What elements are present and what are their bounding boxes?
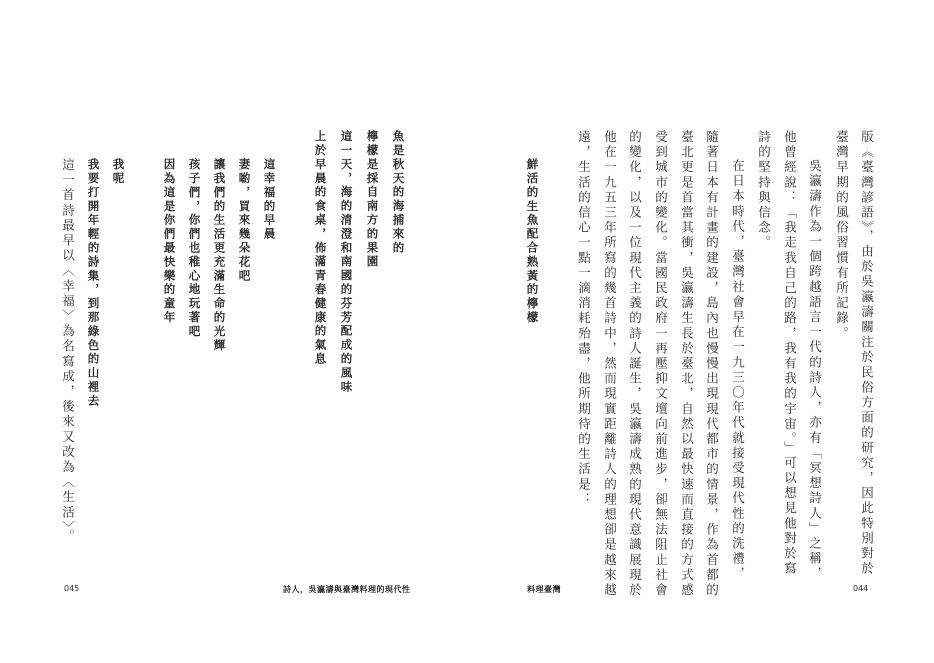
page-number-right: 044 — [853, 584, 869, 593]
prose-column: 吳瀛濤作為一個跨越語言一代的詩人，亦有「冥想詩人」之稱， — [807, 159, 823, 582]
prose-column: 詩的堅持與信念。 — [756, 130, 772, 251]
poem-line: 我要打開年輕的詩集，到那綠色的山裡去 — [86, 158, 101, 409]
prose-column: 隨著日本有計畫的建設，島內也慢慢出現現代都市的情景，作為首都的 — [704, 130, 720, 599]
poem-line: 讓我們的生活更充滿生命的光輝 — [212, 158, 227, 353]
poem-line: 妻喲，買來幾朵花吧 — [237, 158, 252, 284]
poem-line: 我呢 — [111, 158, 126, 186]
poem-line: 鮮活的生魚配合熟黃的檸檬 — [525, 158, 540, 325]
prose-column: 遠，生活的信心一點一滴消耗殆盡，他所期待的生活是： — [576, 130, 592, 508]
prose-column: 他在一九五三年所寫的幾首詩中，然而現實距離詩人的理想卻是越來越 — [602, 130, 618, 599]
poem-line: 魚是秋天的海捕來的 — [391, 130, 406, 256]
prose-column: 他曾經說：「我走我自己的路，我有我的宇宙。」可以想見他對於寫 — [782, 130, 798, 577]
poem-line: 檸檬是採自南方的果園 — [365, 130, 380, 269]
prose-column: 版《臺灣諺語》，由於吳瀛濤關注於民俗方面的研究，因此特別對於 — [859, 130, 875, 577]
poem-line: 這幸福的早晨 — [262, 158, 277, 242]
closing-paragraph: 這一首詩最早以〈幸福〉為名寫成，後來又改為〈生活〉。 — [60, 158, 76, 545]
running-head-right: 料理臺灣 — [527, 585, 561, 594]
poem-line: 因為這是你們最快樂的童年 — [162, 158, 177, 325]
poem-line: 上於早晨的食桌，佈滿青春健康的氣息 — [313, 130, 328, 367]
poem-line: 孩子們，你們也稚心地玩著吧 — [187, 158, 202, 339]
prose-column: 臺灣早期的風俗習慣有所記錄。 — [834, 130, 850, 342]
prose-column: 受到城市的變化。當國民政府一再壓抑文壇向前進步，卻無法阻止社會 — [653, 130, 669, 599]
running-head-left: 詩人，吳瀛濤與臺灣料理的現代性 — [283, 585, 411, 594]
prose-column: 臺北更是首當其衝，吳瀛濤生長於臺北，自然以最快速而直接的方式感 — [679, 130, 695, 599]
poem-line: 這一天，海的清澄和南國的芬芳配成的風味 — [339, 130, 354, 395]
page-number-left: 045 — [64, 584, 80, 593]
prose-column: 在日本時代，臺灣社會早在一九三〇年代就接受現代性的洗禮， — [730, 159, 746, 582]
prose-column: 的變化，以及一位現代主義的詩人誕生，吳瀛濤成熟的現代意識展現於 — [627, 130, 643, 599]
